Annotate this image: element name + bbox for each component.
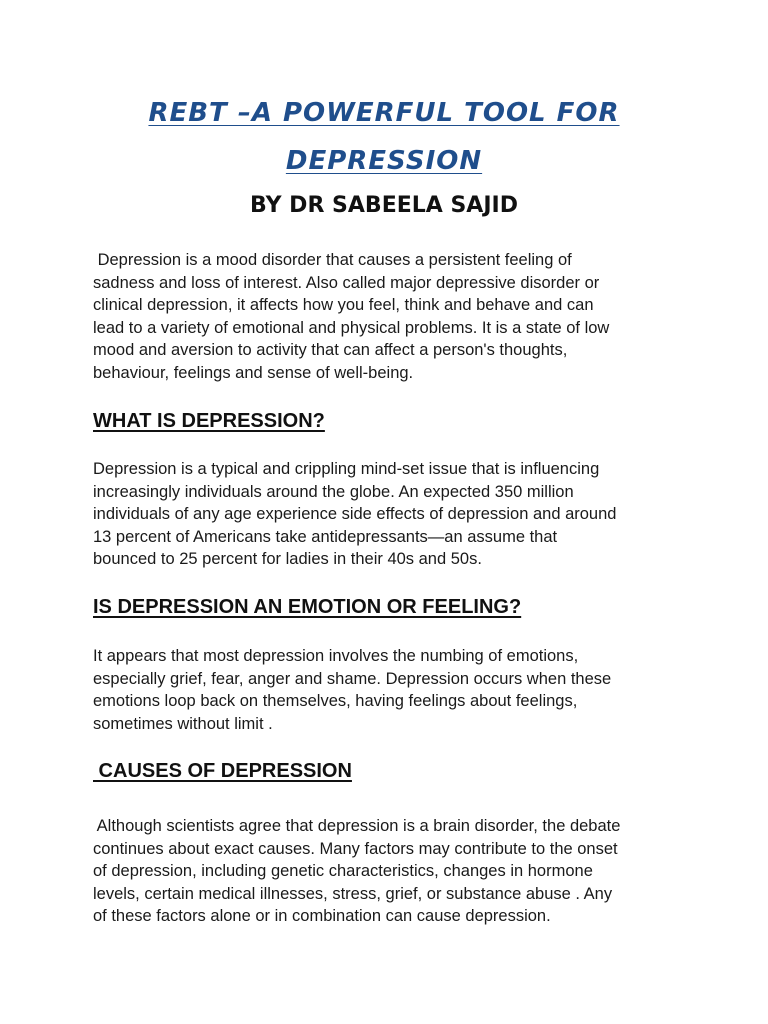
text-line: continues about exact causes. Many factors may contribute to the onset [93, 839, 618, 858]
intro-paragraph [93, 249, 683, 384]
text-line: of depression, including genetic characteristics, changes in hormone [93, 862, 593, 880]
text-line: levels, certain medical illnesses, stress, grief, or substance abuse . Any [93, 884, 613, 903]
section-paragraph-causes-of-depression [93, 815, 683, 928]
text-line: individuals of any age experience side effects of depression and around [93, 505, 617, 523]
text-line: Depression is a typical and crippling mind-set issue that is influencing [93, 460, 600, 478]
text-line: especially grief, fear, anger and shame. Depression occurs when these [93, 669, 612, 688]
document-title-line-1: REBT –A POWERFUL TOOL FOR [148, 98, 620, 128]
section-paragraph-what-is-depression [93, 458, 683, 571]
text-line: Depression is a mood disorder that causes a persistent feeling of [93, 251, 572, 269]
text-line: increasingly individuals around the globe. An expected 350 million [93, 482, 574, 501]
text-line: behaviour, feelings and sense of well-being. [93, 363, 414, 382]
text-line: of these factors alone or in combination can cause depression. [93, 907, 551, 925]
section-heading-what-is-depression: WHAT IS DEPRESSION? [93, 410, 325, 432]
text-line: emotions loop back on themselves, having feelings about feelings, [93, 692, 578, 710]
text-line: Although scientists agree that depression is a brain disorder, the debate [93, 817, 621, 835]
author-byline: BY DR SABEELA SAJID [250, 193, 518, 218]
section-heading-emotion-or-feeling: IS DEPRESSION AN EMOTION OR FEELING? [93, 596, 522, 618]
text-line: lead to a variety of emotional and physical problems. It is a state of low [93, 318, 610, 337]
text-line: mood and aversion to activity that can affect a person's thoughts, [93, 341, 568, 359]
text-line: 13 percent of Americans take antidepressants—an assume that [93, 527, 558, 546]
section-paragraph-emotion-or-feeling [93, 645, 683, 735]
text-line: bounced to 25 percent for ladies in their 40s and 50s. [93, 550, 482, 568]
text-line: sadness and loss of interest. Also called major depressive disorder or [93, 273, 600, 292]
text-line: It appears that most depression involves the numbing of emotions, [93, 647, 579, 665]
text-line: clinical depression, it affects how you feel, think and behave and can [93, 296, 594, 314]
section-heading-causes-of-depression: CAUSES OF DEPRESSION [93, 760, 352, 782]
text-line: sometimes without limit . [93, 714, 273, 733]
document-title-line-2: DEPRESSION [285, 146, 483, 176]
